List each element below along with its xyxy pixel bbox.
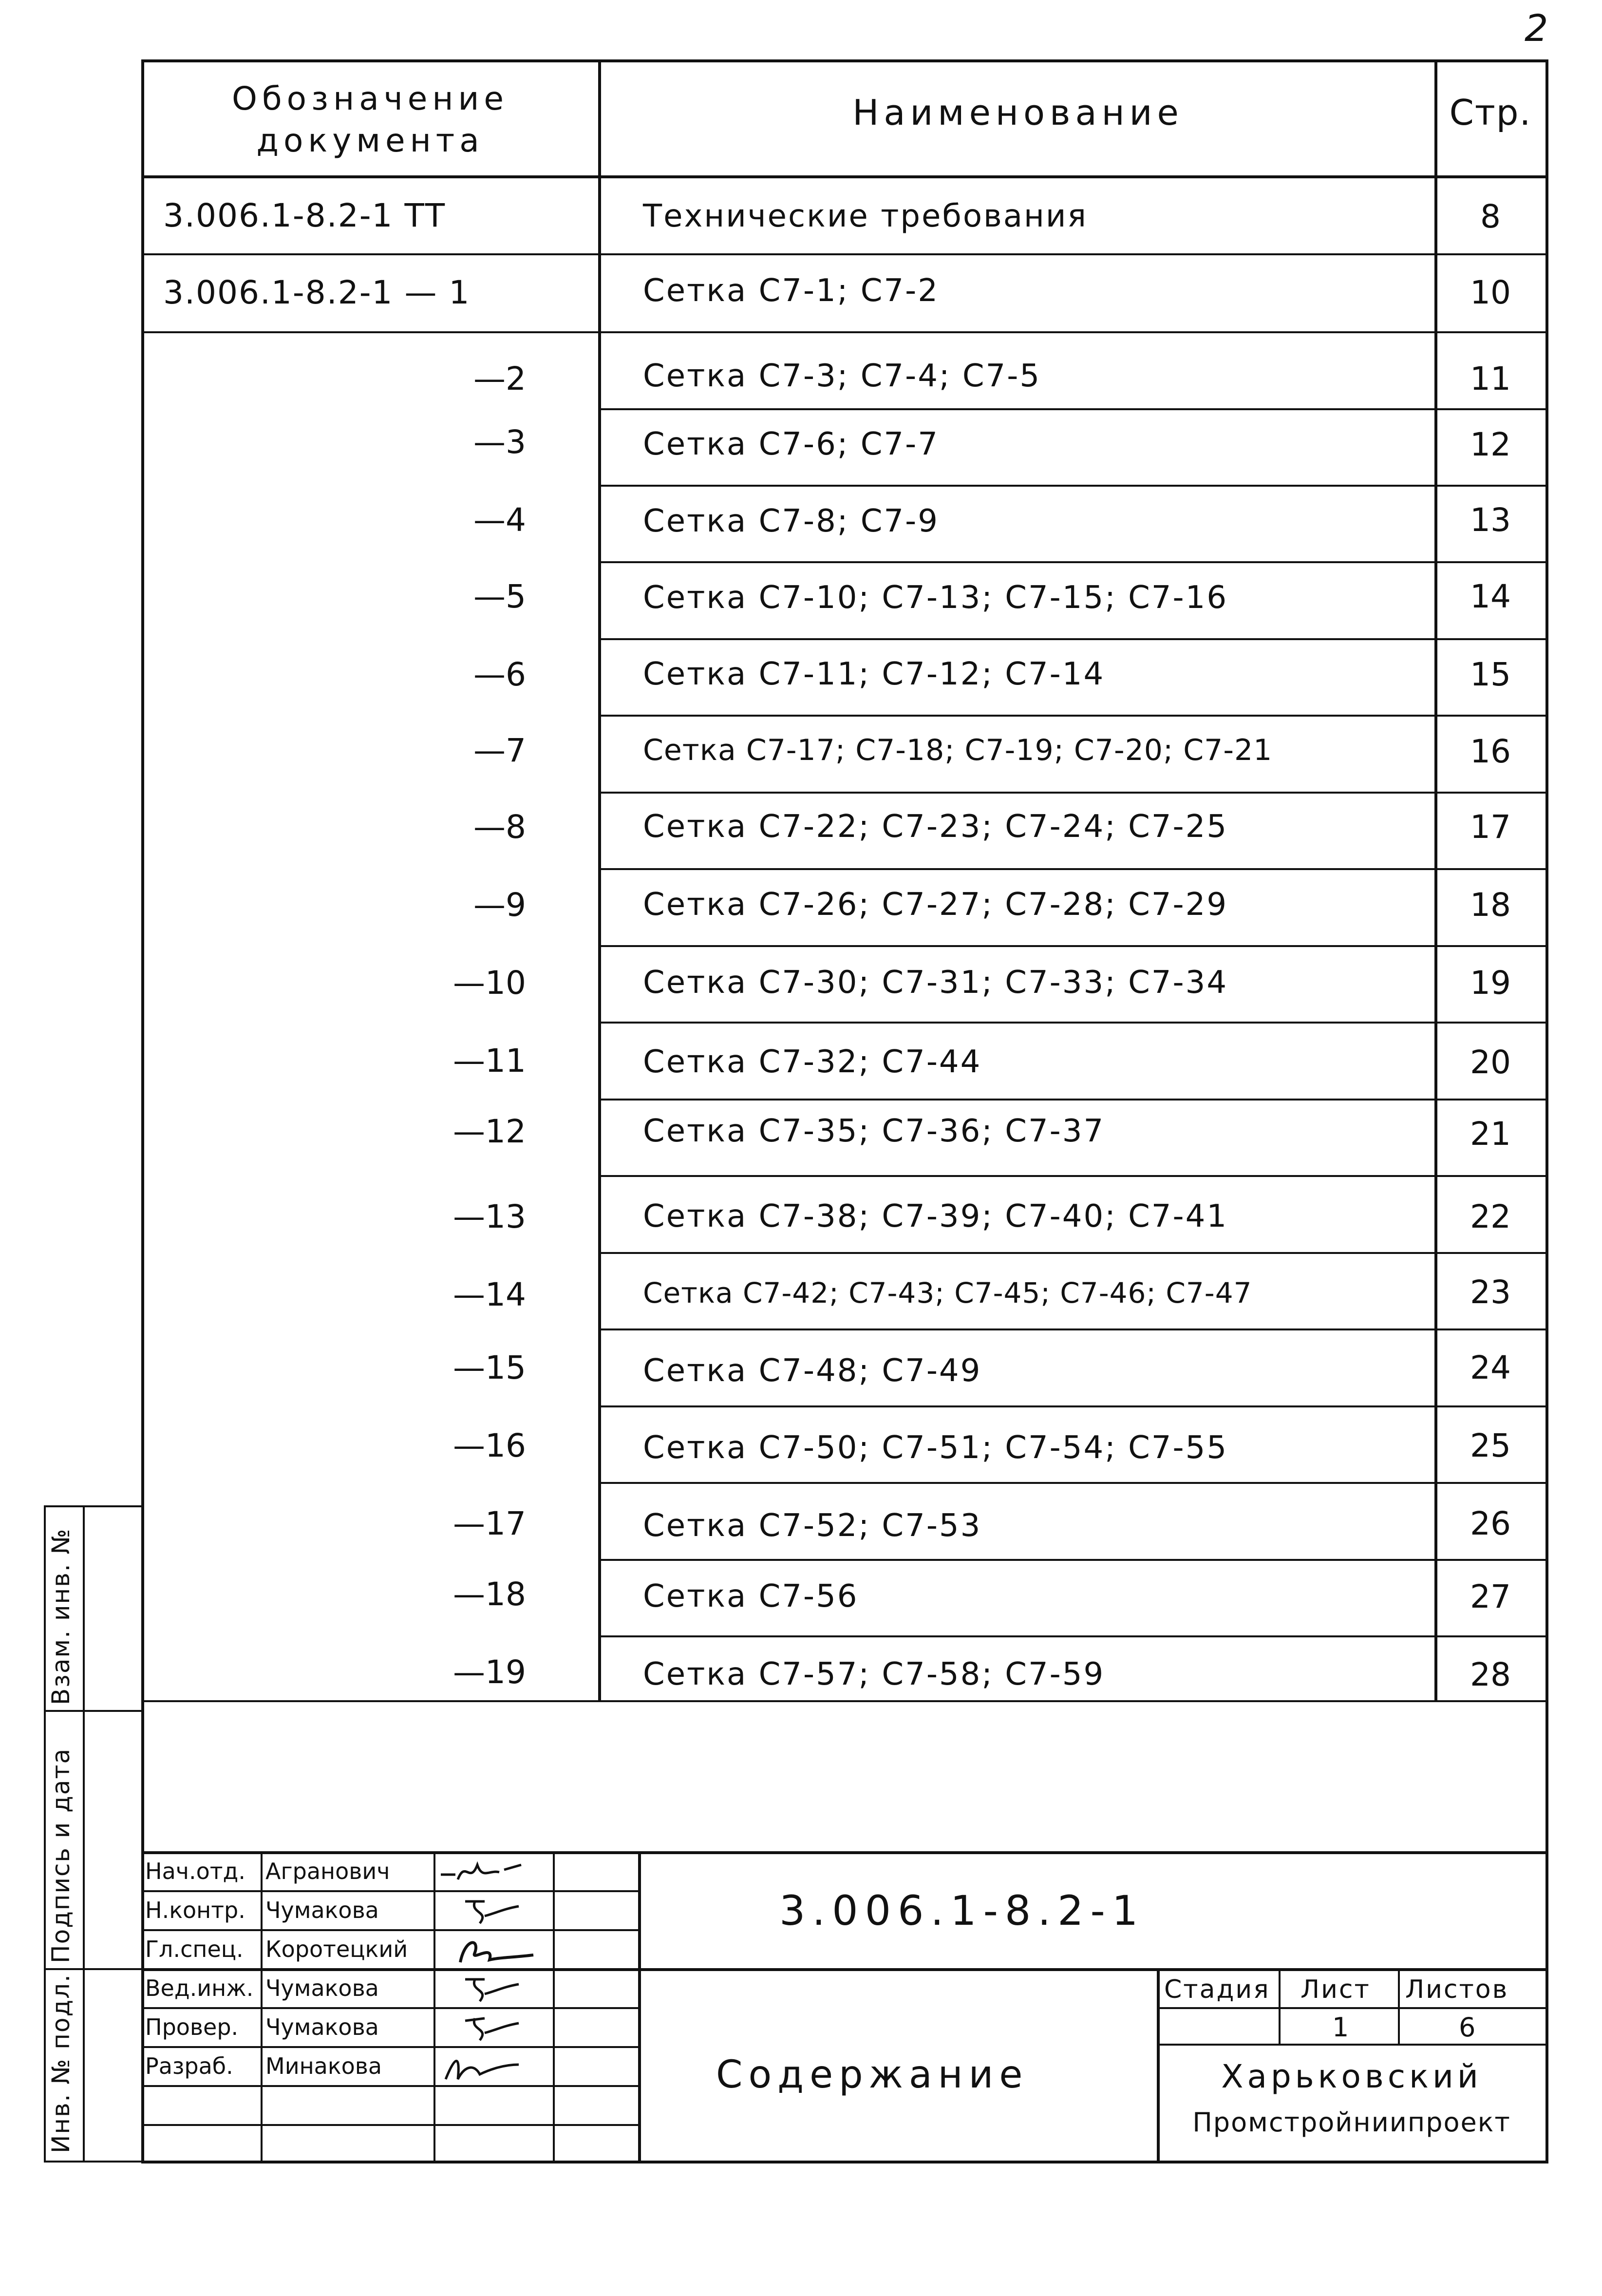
person-name: Чумакова [265, 2014, 379, 2040]
sheets-value: 6 [1459, 2012, 1476, 2043]
side-stamp-middle [83, 1505, 85, 2161]
row-line [598, 945, 1548, 947]
side-stamp-left [44, 1505, 46, 2161]
row-code: —5 [473, 578, 526, 615]
row-name: Сетка С7-10; С7-13; С7-15; С7-16 [643, 580, 1228, 616]
title-block-bottom [141, 2161, 1548, 2163]
header-name: Наименование [852, 92, 1184, 133]
row-line [598, 792, 1548, 794]
row-name: Сетка С7-56 [643, 1578, 859, 1614]
row-name: Сетка С7-38; С7-39; С7-40; С7-41 [643, 1198, 1228, 1234]
row-code: 3.006.1-8.2-1 — 1 [163, 274, 471, 311]
row-code: —19 [453, 1653, 526, 1691]
row-name: Сетка С7-26; С7-27; С7-28; С7-29 [643, 887, 1228, 923]
tb-stage-line [1157, 2044, 1548, 2046]
table-top-border [141, 59, 1548, 62]
header-designation: Обозначение документа [232, 80, 509, 159]
header-page: Стр. [1449, 92, 1532, 133]
row-name: Сетка С7-42; С7-43; С7-45; С7-46; С7-47 [643, 1276, 1252, 1309]
row-name: Сетка С7-30; С7-31; С7-33; С7-34 [643, 965, 1228, 1001]
row-line [598, 408, 1548, 410]
signature-4 [436, 1972, 550, 2007]
row-name: Сетка С7-1; С7-2 [643, 273, 939, 309]
role-label: Н.контр. [145, 1897, 245, 1923]
signature-6 [436, 2050, 550, 2085]
row-code: —17 [453, 1505, 526, 1542]
row-line [598, 1328, 1548, 1330]
header-bottom-border [141, 175, 1548, 178]
row-page: 12 [1470, 426, 1511, 463]
row-page: 19 [1470, 964, 1511, 1002]
row-name: Сетка С7-48; С7-49 [643, 1353, 982, 1389]
row-code: —13 [453, 1198, 526, 1235]
row-page: 25 [1470, 1427, 1511, 1464]
row-code: —3 [473, 423, 526, 461]
row-code: —9 [473, 886, 526, 924]
row-line [598, 1405, 1548, 1407]
tb-col-sign [553, 1851, 555, 2161]
row-page: 23 [1470, 1273, 1511, 1311]
person-name: Коротецкий [265, 1936, 408, 1962]
table-left-border [141, 59, 144, 1706]
row-line [598, 1252, 1548, 1254]
row-line [598, 1635, 1548, 1637]
row-line [598, 1099, 1548, 1101]
row-page: 11 [1470, 360, 1511, 398]
side-inv-orig: Инв. № подл. [47, 1973, 75, 2153]
document-code: 3.006.1-8.2-1 [779, 1887, 1145, 1935]
signature-3 [436, 1933, 550, 1968]
row-line [598, 485, 1548, 487]
tb-row-line [141, 1968, 1548, 1971]
row-page: 20 [1470, 1044, 1511, 1081]
row-code: —8 [473, 808, 526, 846]
row-code: —2 [473, 360, 526, 398]
tb-row-line [141, 2124, 638, 2126]
title-block-top [141, 1851, 1548, 1854]
stage-label: Стадия [1164, 1975, 1270, 2004]
side-replace-inv: Взам. инв. № [47, 1528, 75, 1705]
row-line [598, 1482, 1548, 1484]
sheet-number: 2 [1525, 6, 1548, 50]
row-name: Сетка С7-52; С7-53 [643, 1508, 982, 1544]
row-line [598, 1559, 1548, 1561]
row-page: 14 [1470, 578, 1511, 615]
signature-2 [436, 1894, 550, 1929]
row-code: —10 [453, 964, 526, 1002]
frame-left-lower [141, 1700, 144, 2163]
tb-col-name [433, 1851, 435, 2161]
role-label: Разраб. [145, 2053, 233, 2079]
row-page: 28 [1470, 1656, 1511, 1693]
row-page: 8 [1480, 198, 1501, 235]
tb-row-line [141, 1890, 638, 1892]
row-name: Сетка С7-8; С7-9 [643, 503, 939, 539]
row-page: 24 [1470, 1349, 1511, 1386]
sheet-label: Лист [1300, 1975, 1371, 2004]
row-line [598, 1175, 1548, 1177]
row-page: 17 [1470, 808, 1511, 846]
row-name: Сетка С7-35; С7-36; С7-37 [643, 1113, 1105, 1149]
row-name: Сетка С7-50; С7-51; С7-54; С7-55 [643, 1430, 1228, 1466]
document-title: Содержание [716, 2053, 1029, 2097]
row-line [141, 331, 1548, 333]
person-name: Чумакова [265, 1897, 379, 1923]
row-code: —12 [453, 1113, 526, 1150]
side-stamp-sep [44, 1968, 141, 1970]
signature-1 [436, 1855, 550, 1890]
row-name: Сетка С7-22; С7-23; С7-24; С7-25 [643, 809, 1228, 845]
row-name: Сетка С7-6; С7-7 [643, 426, 939, 462]
row-page: 21 [1470, 1115, 1511, 1153]
role-label: Нач.отд. [145, 1858, 245, 1884]
row-page: 18 [1470, 886, 1511, 924]
role-label: Вед.инж. [145, 1975, 254, 2001]
frame-right-lower [1545, 1700, 1548, 2163]
tb-stage-line [1157, 2007, 1548, 2009]
row-name: Сетка С7-3; С7-4; С7-5 [643, 358, 1041, 394]
row-page: 10 [1470, 274, 1511, 311]
row-line [598, 638, 1548, 640]
person-name: Агранович [265, 1858, 390, 1884]
row-code: —11 [453, 1042, 526, 1080]
side-stamp-sep [44, 1710, 141, 1712]
row-name: Сетка С7-17; С7-18; С7-19; С7-20; С7-21 [643, 733, 1273, 767]
row-line [598, 868, 1548, 870]
person-name: Чумакова [265, 1975, 379, 2001]
side-sign-date: Подпись и дата [47, 1747, 75, 1963]
row-code: —7 [473, 732, 526, 769]
role-label: Провер. [145, 2014, 239, 2040]
row-code: 3.006.1-8.2-1 ТТ [163, 197, 446, 234]
row-code: —18 [453, 1575, 526, 1613]
row-page: 13 [1470, 501, 1511, 539]
row-page: 16 [1470, 733, 1511, 770]
row-line [598, 715, 1548, 717]
row-line [141, 1700, 1548, 1702]
tb-col-role [261, 1851, 263, 2161]
side-stamp-bottom [44, 2161, 141, 2163]
row-name: Технические требования [643, 198, 1088, 234]
row-line [598, 561, 1548, 563]
row-line [598, 1022, 1548, 1024]
organization-line1: Харьковский [1221, 2058, 1482, 2095]
row-code: —15 [453, 1349, 526, 1386]
signature-5 [436, 2011, 550, 2046]
tb-row-line [141, 2007, 638, 2009]
column-divider-1 [598, 59, 601, 1701]
tb-stage-col [1398, 1968, 1400, 2044]
side-stamp-top [44, 1505, 141, 1507]
row-code: —16 [453, 1427, 526, 1464]
sheet-value: 1 [1332, 2012, 1349, 2043]
row-code: —14 [453, 1276, 526, 1313]
row-page: 26 [1470, 1505, 1511, 1542]
tb-row-line [141, 1929, 638, 1931]
row-name: Сетка С7-57; С7-58; С7-59 [643, 1656, 1105, 1692]
organization-line2: Промстройниипроект [1192, 2107, 1511, 2138]
role-label: Гл.спец. [145, 1936, 244, 1962]
row-code: —6 [473, 656, 526, 693]
sheets-label: Листов [1405, 1975, 1509, 2004]
person-name: Минакова [265, 2053, 382, 2079]
row-page: 22 [1470, 1198, 1511, 1235]
tb-row-line [141, 2085, 638, 2087]
tb-col-date [638, 1851, 641, 2161]
row-line [141, 253, 1548, 255]
row-name: Сетка С7-32; С7-44 [643, 1044, 982, 1080]
row-code: —4 [473, 501, 526, 539]
row-page: 15 [1470, 656, 1511, 693]
row-page: 27 [1470, 1578, 1511, 1615]
row-name: Сетка С7-11; С7-12; С7-14 [643, 656, 1105, 692]
tb-row-line [141, 2046, 638, 2048]
tb-stage-col [1279, 1968, 1281, 2044]
